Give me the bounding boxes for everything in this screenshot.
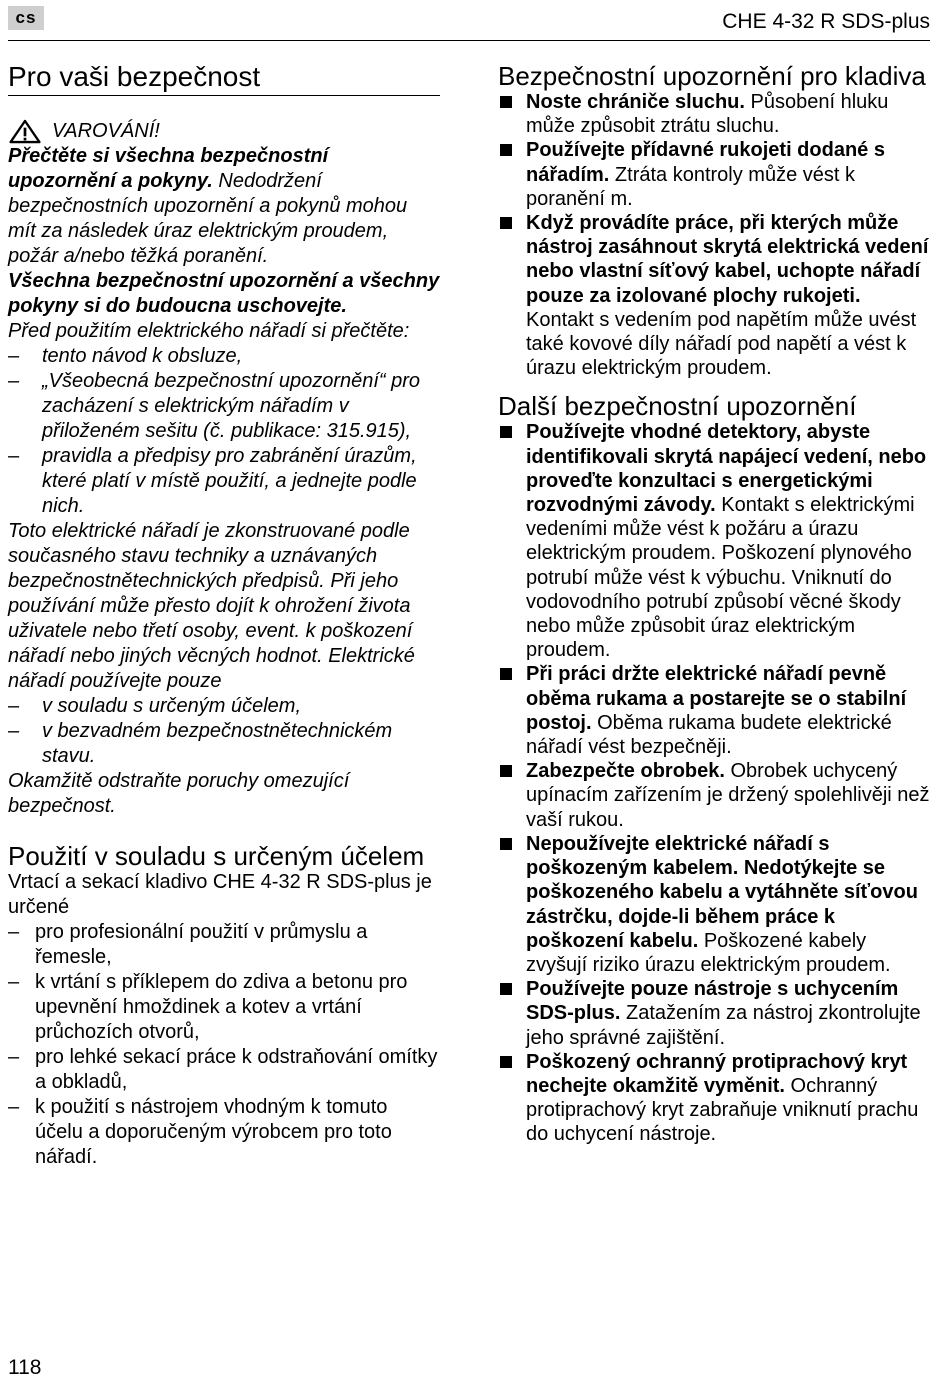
read-list xyxy=(8,344,440,519)
list-item: Používejte přídavné rukojeti dodané s nářadím. Ztráta kontroly může vést k poranění m. xyxy=(498,138,930,211)
square-bullet-icon xyxy=(500,668,512,680)
square-bullet-icon xyxy=(500,1056,512,1068)
use-only-list xyxy=(8,694,440,769)
warning-triangle-icon xyxy=(8,119,42,144)
hammer-safety-list xyxy=(498,90,930,380)
state-of-art-paragraph: Toto elektrické nářadí je zkonstruované podle současného stavu techniky a uznávaných bezpečnostnětechnických předpisů. Při jeho používání může přesto dojít k ohrožení života uživatele nebo třetí osoby, event. k poškození nářadí nebo jiných věcných hodnot. Elektrické nářadí používejte pouze xyxy=(8,520,415,692)
list-item: Používejte vhodné detektory, abyste identifikovali skrytá napájecí vedení, nebo proveďte konzultaci s energetickými rozvodnými závody. Kontakt s elektrickými vedeními může vést k požáru a úrazu elektrickým proudem. Poškození plynového potrubí může vést k výbuchu. Vniknutí do vodovodního potrubí způsobí věcné škody nebo může způsobit úraz elektrickým proudem. xyxy=(498,420,930,662)
other-safety-list xyxy=(498,420,930,1146)
language-badge: cs xyxy=(8,6,44,30)
list-item: – k použití s nástrojem vhodným k tomuto účelu a doporučeným výrobcem pro toto nářadí. xyxy=(8,1096,392,1168)
list-item: Noste chrániče sluchu. Působení hluku může způsobit ztrátu sluchu. xyxy=(498,90,930,138)
intended-use-list xyxy=(8,920,440,1170)
before-use-text: Před použitím elektrického nářadí si přečtěte: xyxy=(8,320,410,342)
list-item: Poškozený ochranný protiprachový kryt nechejte okamžitě vyměnit. Ochranný protiprachový kryt zabraňuje vniknutí prachu do uchycení nástroje. xyxy=(498,1050,930,1147)
square-bullet-icon xyxy=(500,838,512,850)
warning-paragraph xyxy=(8,144,440,269)
hammer-safety-heading: Bezpečnostní upozornění pro kladiva xyxy=(498,61,926,91)
list-item: – pravidla a předpisy pro zabránění úrazům, které platí v místě použití, a jednejte podle nich. xyxy=(8,445,417,517)
intended-use-intro: Vrtací a sekací kladivo CHE 4-32 R SDS-plus je určené xyxy=(8,871,432,918)
square-bullet-icon xyxy=(500,96,512,108)
list-item: Zabezpečte obrobek. Obrobek uchycený upínacím zařízením je držený spolehlivěji než vaší rukou. xyxy=(498,759,930,832)
list-item: Při práci držte elektrické nářadí pevně oběma rukama a postarejte se o stabilní postoj. Oběma rukama budete elektrické nářadí vést bezpečněji. xyxy=(498,662,930,759)
list-item: – pro lehké sekací práce k odstraňování omítky a obkladů, xyxy=(8,1046,438,1093)
intended-use-heading: Použití v souladu s určeným účelem xyxy=(8,841,425,871)
square-bullet-icon xyxy=(500,983,512,995)
warning-body: Nedodržení bezpečnostních upozornění a pokynů mohou mít za následek úraz elektrickým proudem, požár a/nebo těžká poranění. xyxy=(8,170,408,267)
list-item: Když provádíte práce, při kterých může nástroj zasáhnout skrytá elektrická vedení nebo vlastní síťový kabel, uchopte nářadí pouze za izolované plochy rukojeti. Kontakt s vedením pod napětím může uvést také kovové díly nářadí pod napětí a vést k úrazu elektrickým proudem. xyxy=(498,211,930,380)
page-header xyxy=(0,0,950,42)
list-item: – v bezvadném bezpečnostnětechnickém stavu. xyxy=(8,720,393,767)
warning-label: VAROVÁNÍ! xyxy=(52,120,160,142)
warning-title xyxy=(8,119,440,144)
model-name: CHE 4-32 R SDS-plus xyxy=(722,10,930,33)
square-bullet-icon xyxy=(500,765,512,777)
square-bullet-icon xyxy=(500,144,512,156)
list-item: Nepoužívejte elektrické nářadí s poškozeným kabelem. Nedotýkejte se poškozeného kabelu a vytáhněte síťovou zástrčku, dojde-li během práce k poškození kabelu. Poškozené kabely zvyšují riziko úrazu elektrickým proudem. xyxy=(498,832,930,977)
list-item: – „Všeobecná bezpečnostní upozornění“ pro zacházení s elektrickým nářadím v přiloženém sešitu (č. publikace: 315.915), xyxy=(8,370,421,442)
warning-bold-lead: Přečtěte si všechna bezpečnostní upozornění a pokyny. xyxy=(8,145,329,192)
other-safety-heading: Další bezpečnostní upozornění xyxy=(498,391,857,422)
left-column xyxy=(8,62,440,1170)
list-item: – pro profesionální použití v průmyslu a řemesle, xyxy=(8,921,368,968)
list-item: – tento návod k obsluze, xyxy=(8,345,243,367)
fix-faults-text: Okamžitě odstraňte poruchy omezující bezpečnost. xyxy=(8,770,350,817)
list-item: Používejte pouze nástroje s uchycením SDS-plus. Zatažením za nástroj zkontrolujte jeho správné zajištění. xyxy=(498,977,930,1050)
list-item: – k vrtání s příklepem do zdiva a betonu pro upevnění hmoždinek a kotev a vrtání průchozích otvorů, xyxy=(8,971,408,1043)
square-bullet-icon xyxy=(500,426,512,438)
page-number: 118 xyxy=(8,1356,42,1379)
keep-instructions: Všechna bezpečnostní upozornění a všechny pokyny si do budoucna uschovejte. xyxy=(8,270,440,317)
square-bullet-icon xyxy=(500,217,512,229)
right-column xyxy=(498,62,930,1147)
header-divider xyxy=(8,40,930,41)
safety-heading: Pro vaši bezpečnost xyxy=(8,62,440,96)
list-item: – v souladu s určeným účelem, xyxy=(8,695,302,717)
